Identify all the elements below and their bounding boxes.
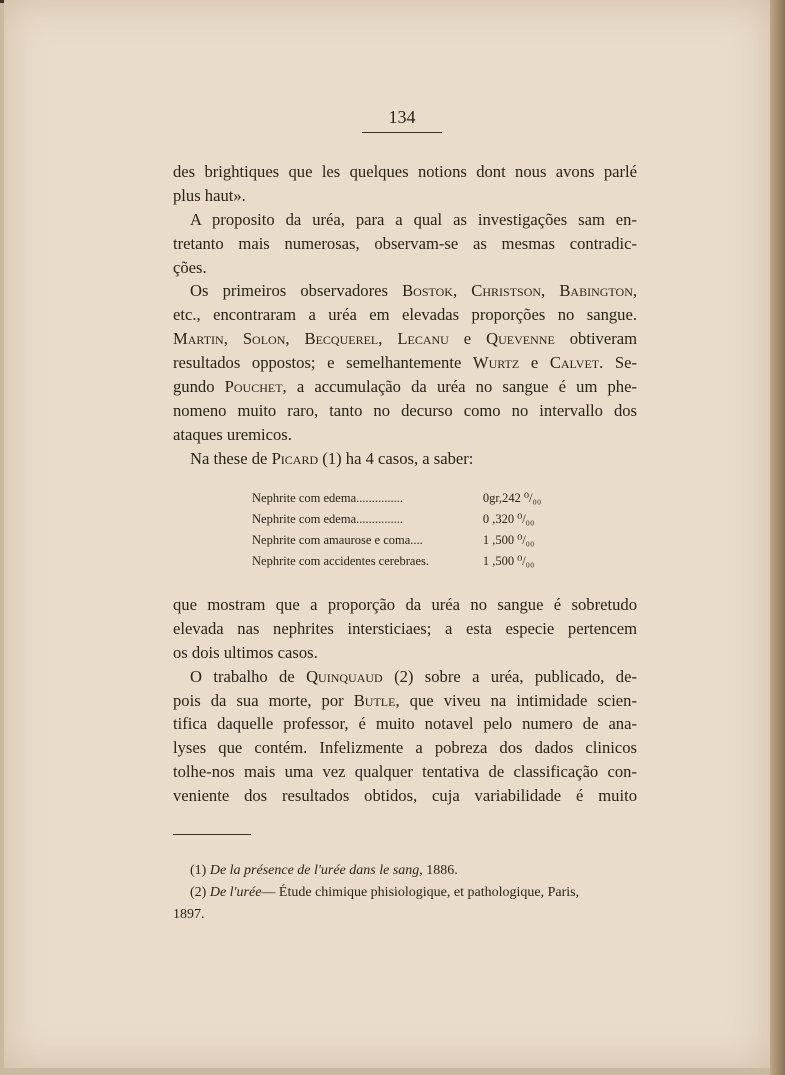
case-label: Nephrite com amaurose e coma.... [252, 533, 423, 547]
table-row [252, 509, 572, 530]
author-name: Picard [271, 448, 319, 468]
author-name: Solon [242, 329, 286, 349]
text-line: resultados oppostos; e semelhantemente Wurtz e Calvet. Se- [173, 353, 637, 373]
text-line: Os primeiros observadores Bostok, Christson, Babington, [190, 281, 638, 301]
author-name: Bostok [402, 281, 453, 301]
text-line: etc., encontraram a uréa em elevadas proporções no sangue. [173, 305, 637, 325]
text-line: ções. [173, 257, 207, 277]
case-value: 1 ,500 ⁰/₀₀ [482, 533, 535, 547]
text-line: A proposito da uréa, para a qual as investigações sam en- [190, 209, 637, 229]
table-row [252, 488, 572, 509]
text-line: tretanto mais numerosas, observam-se as mesmas contradic- [173, 233, 637, 253]
text-line: Na these de Picard (1) ha 4 casos, a saber: [190, 448, 474, 468]
footnote-1: (1) De la présence de l'urée dans le sang, 1886. [190, 863, 458, 878]
text-line: pois da sua morte, por Butle, que viveu na intimidade scien- [173, 690, 637, 710]
table-row [252, 551, 572, 572]
case-value: 1 ,500 ⁰/₀₀ [482, 554, 535, 568]
author-name: Lecanu [397, 329, 449, 349]
author-name: Pouchet [224, 377, 283, 397]
case-label: Nephrite com edema............... [252, 491, 403, 505]
text-line: ataques uremicos. [173, 424, 292, 444]
text-line: tifica daquelle professor, é muito notavel pelo numero de ana- [173, 714, 637, 734]
urea-cases-table [252, 488, 572, 572]
text-line: des brightiques que les quelques notions dont nous avons parlé [173, 162, 637, 181]
author-name: Christson [471, 281, 542, 301]
footnote-2-continued: 1897. [173, 907, 205, 922]
text-line: veniente dos resultados obtidos, cuja variabilidade é muito [173, 786, 637, 806]
case-label: Nephrite com edema............... [252, 512, 403, 526]
case-value: 0gr,242 ⁰/₀₀ [482, 491, 542, 505]
text-line: gundo Pouchet, a accumulação da uréa no sangue é um phe- [173, 377, 637, 397]
footnotes [173, 860, 637, 926]
author-name: Quevenne [486, 329, 555, 349]
text-line: O trabalho de Quinquaud (2) sobre a uréa, publicado, de- [190, 666, 637, 686]
page-number-rule [362, 132, 442, 133]
footnote-2: (2) De l'urée— Étude chimique phisiologique, et pathologique, Paris, [190, 885, 580, 900]
author-name: Martin [173, 329, 224, 349]
text-line: tolhe-nos mais uma vez qualquer tentativa de classificação con- [173, 762, 637, 782]
author-name: Babington [559, 281, 633, 301]
author-name: Becquerel [304, 329, 379, 349]
main-text-upper [173, 160, 637, 471]
table-row [252, 530, 572, 551]
text-line: lyses que contém. Infelizmente a pobreza dos dados clinicos [173, 738, 637, 758]
text-line: elevada nas nephrites intersticiaes; a esta especie pertencem [173, 618, 637, 638]
text-line: Martin, Solon, Becquerel, Lecanu e Quevenne obtiveram [173, 329, 638, 349]
case-value: 0 ,320 ⁰/₀₀ [482, 512, 535, 526]
author-name: Butle [353, 690, 396, 710]
main-text-lower [173, 593, 637, 808]
page-number: 134 [388, 107, 416, 127]
footnote-rule [173, 834, 251, 835]
case-label: Nephrite com accidentes cerebraes. [252, 554, 429, 568]
text-line: que mostram que a proporção da uréa no sangue é sobretudo [173, 595, 637, 614]
author-name: Wurtz [472, 353, 520, 373]
text-line: os dois ultimos casos. [173, 642, 318, 662]
author-name: Calvet [549, 353, 600, 373]
page-edge [770, 0, 785, 1075]
text-line: plus haut». [173, 185, 246, 205]
text-line: nomeno muito raro, tanto no decurso como no intervallo dos [173, 400, 637, 420]
author-name: Quinquaud [306, 666, 383, 686]
